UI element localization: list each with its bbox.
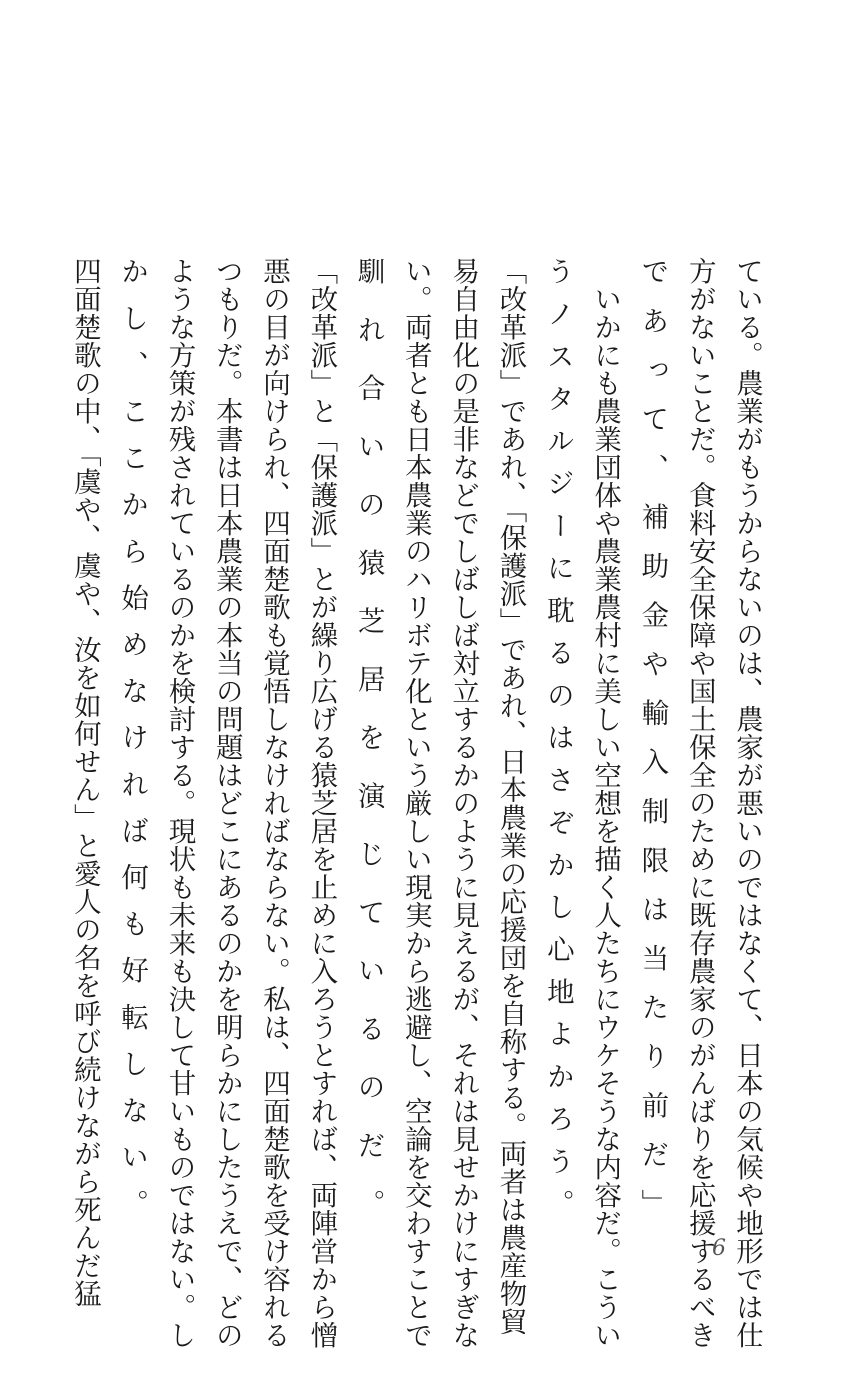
text-line: いかにも農業団体や農業農村に美しい空想を描く人たちにウケそうな内容だ。こうい xyxy=(589,257,622,1349)
text-line: 「改革派」と「保護派」とが繰り広げる猿芝居を止めに入ろうとすれば、両陣営から憎 xyxy=(305,257,338,1349)
text-line: 悪の目が向けられ、四面楚歌も覚悟しなければならない。私は、四面楚歌を受け容れる xyxy=(258,257,291,1349)
body-text xyxy=(68,257,770,1349)
text-line: ような方策が残されているのかを検討する。現状も未来も決して甘いものではない。し xyxy=(163,257,196,1349)
text-line: であって、補助金や輸入制限は当たり前だ」 xyxy=(636,257,669,1217)
text-line: ている。農業がもうからないのは、農家が悪いのではなくて、日本の気候や地形では仕 xyxy=(731,257,763,1349)
text-line: い。両者とも日本農業のハリボテ化という厳しい現実から逃避し、空論を交わすことで xyxy=(399,257,432,1349)
text-line: うノスタルジーに耽るのはさぞかし心地よかろう。 xyxy=(541,257,574,1217)
text-line: 易自由化の是非などでしばしば対立するかのように見えるが、それは見せかけにすぎな xyxy=(447,257,480,1349)
text-line: つもりだ。本書は日本農業の本当の問題はどこにあるのかを明らかにしたうえで、どの xyxy=(210,257,243,1349)
text-line: 四面楚歌の中、「虞や、虞や、汝を如何せん」と愛人の名を呼び続けながら死んだ猛 xyxy=(68,257,101,1308)
page-number: 6 xyxy=(712,1236,726,1261)
text-line: 方がないことだ。食料安全保障や国土保全のために既存農家のがんばりを応援するべき xyxy=(683,257,716,1349)
text-line: 馴れ合いの猿芝居を演じているのだ。 xyxy=(352,257,385,1217)
text-line: 「改革派」であれ、「保護派」であれ、日本農業の応援団を自称する。両者は農産物貿 xyxy=(494,257,527,1336)
text-line: かし、ここから始めなければ何も好転しない。 xyxy=(116,257,149,1217)
